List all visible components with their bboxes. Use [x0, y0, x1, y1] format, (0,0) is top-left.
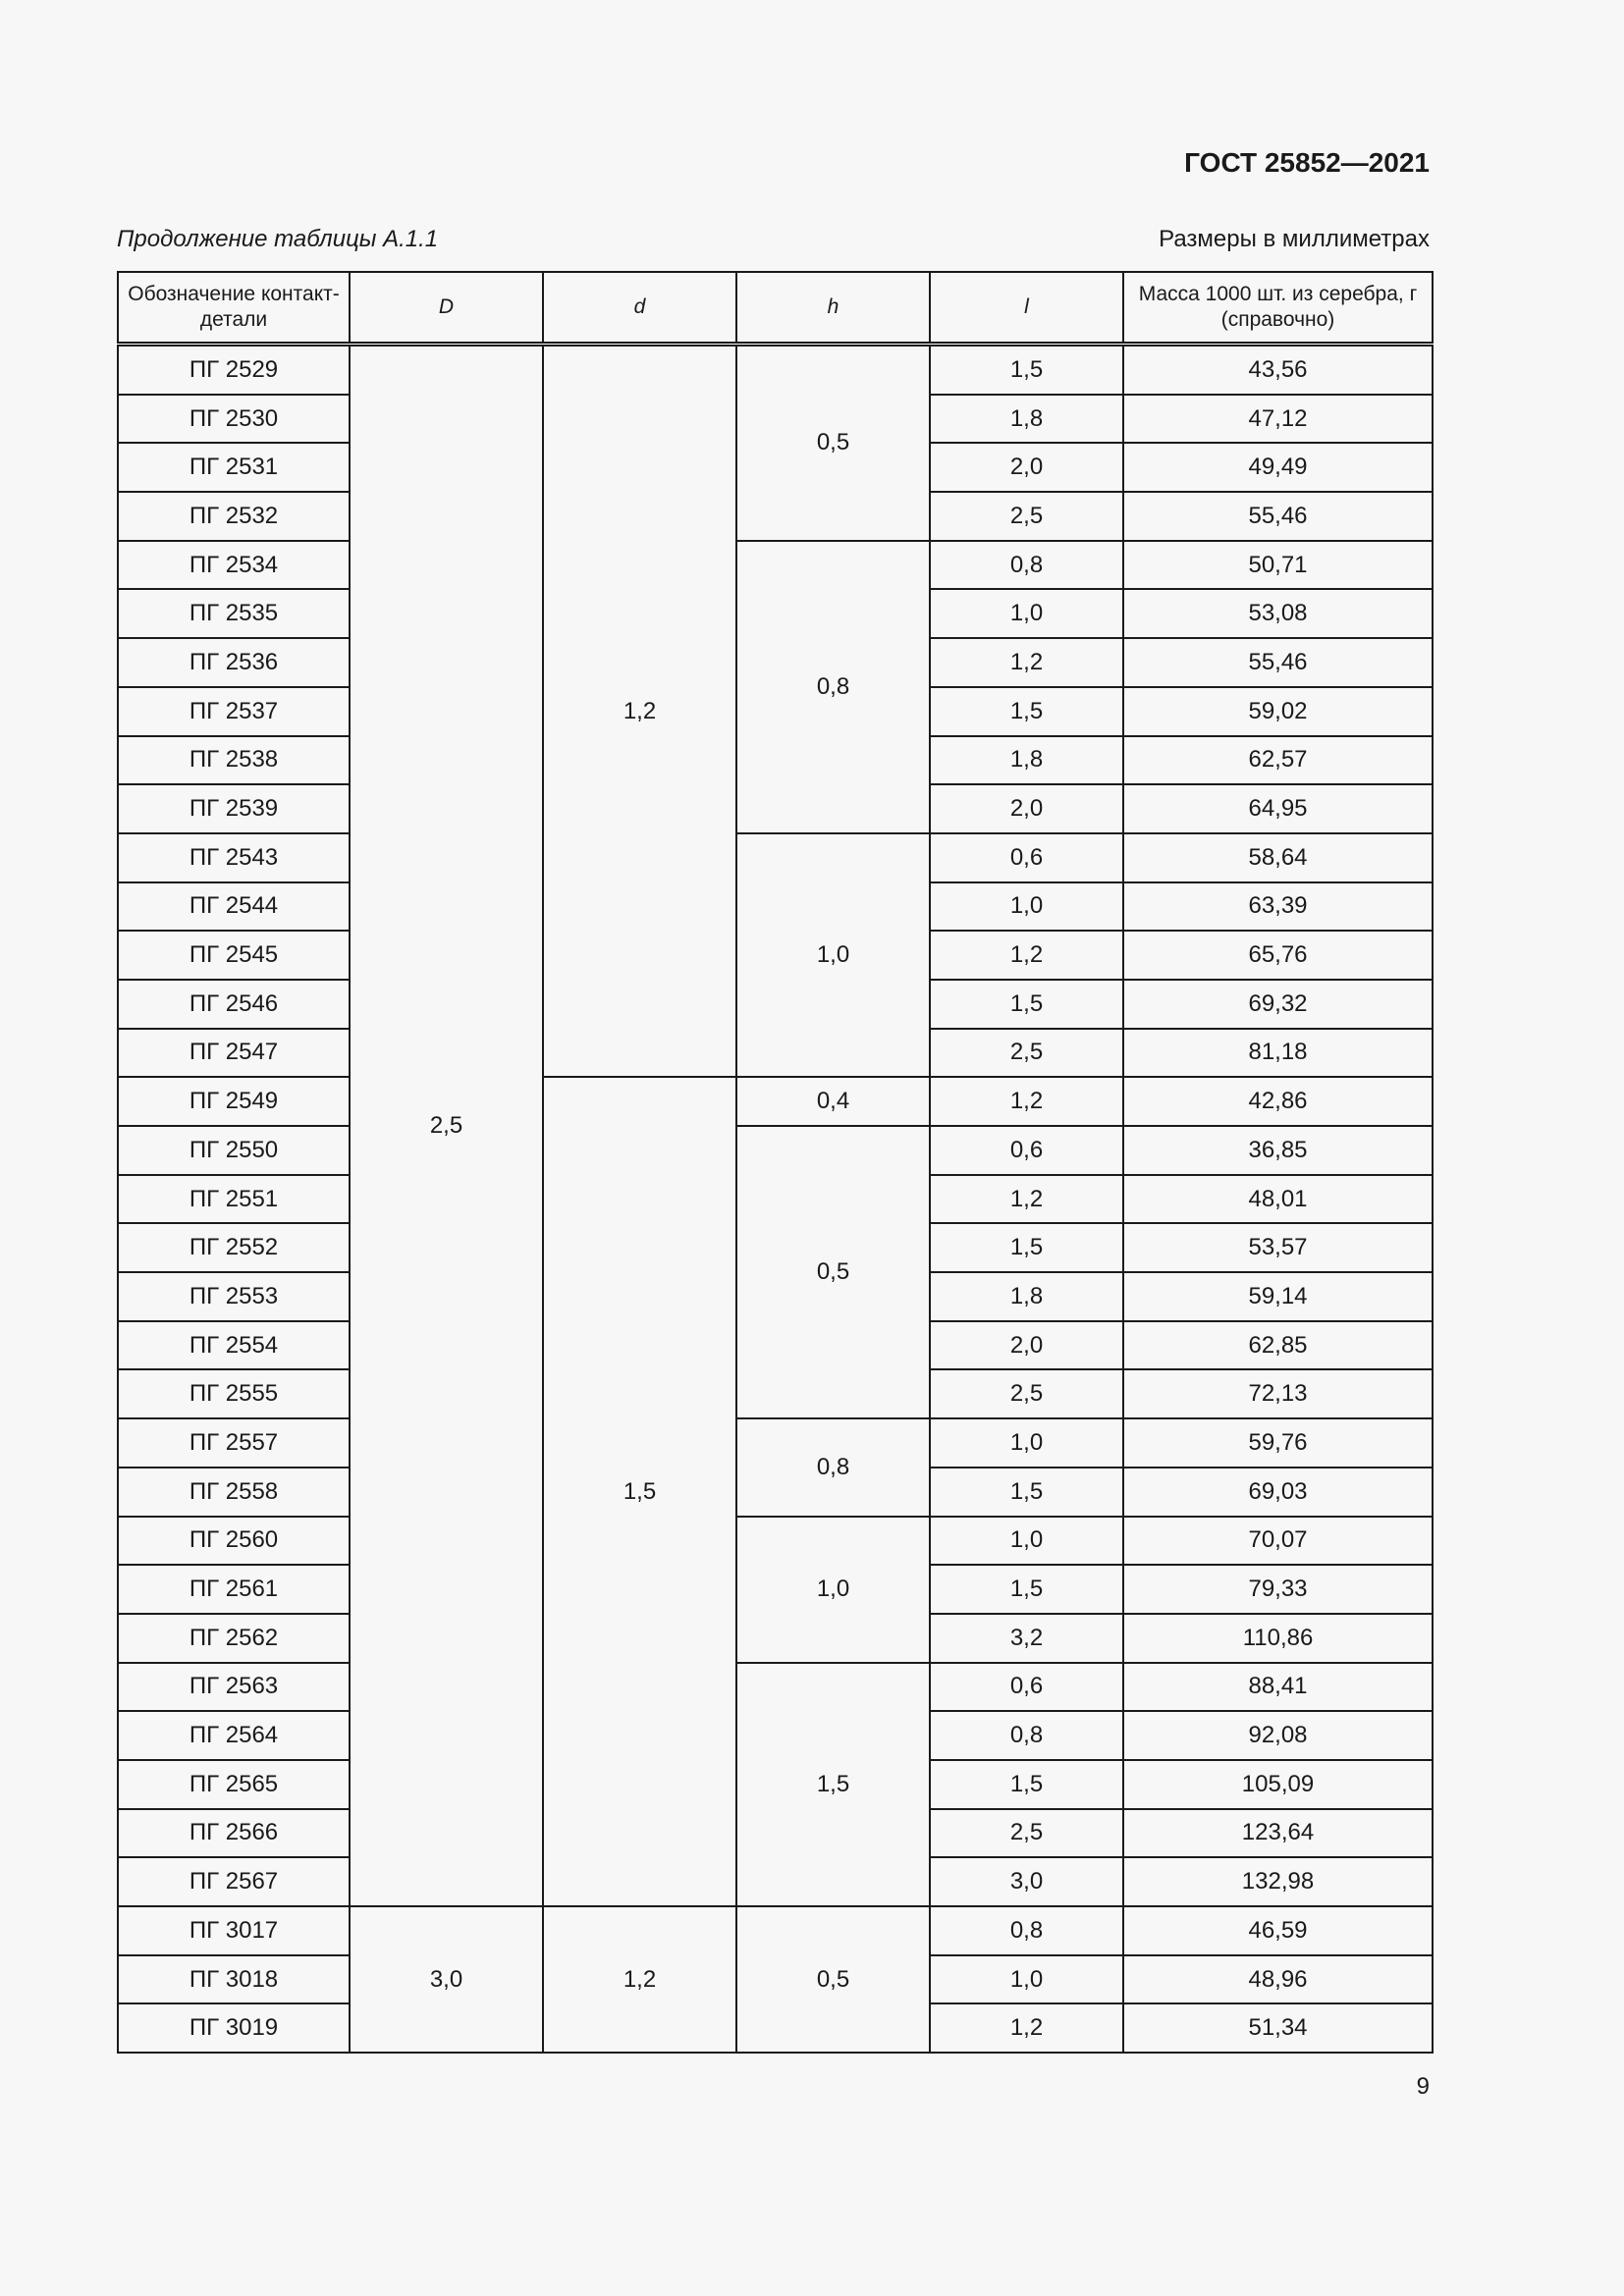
- h-cell: 1,0: [736, 833, 930, 1077]
- l-cell: 3,2: [930, 1614, 1123, 1663]
- designation-cell: ПГ 2543: [118, 833, 350, 882]
- designation-cell: ПГ 2553: [118, 1272, 350, 1321]
- d-cell: 1,5: [543, 1077, 736, 1906]
- mass-cell: 132,98: [1123, 1857, 1433, 1906]
- l-cell: 2,5: [930, 1809, 1123, 1858]
- l-cell: 2,5: [930, 1369, 1123, 1418]
- dimensions-table: [117, 271, 1434, 2054]
- designation-cell: ПГ 2535: [118, 589, 350, 638]
- header-l: l: [930, 272, 1123, 345]
- l-cell: 1,8: [930, 1272, 1123, 1321]
- l-cell: 0,6: [930, 833, 1123, 882]
- l-cell: 3,0: [930, 1857, 1123, 1906]
- designation-cell: ПГ 3019: [118, 2003, 350, 2053]
- l-cell: 2,5: [930, 1029, 1123, 1078]
- h-cell: 0,8: [736, 541, 930, 833]
- table-row: [118, 1126, 1433, 1175]
- d-cell: 1,2: [543, 345, 736, 1078]
- l-cell: 0,8: [930, 541, 1123, 590]
- l-cell: 2,0: [930, 784, 1123, 833]
- h-cell: 1,0: [736, 1517, 930, 1663]
- table-row: [118, 1663, 1433, 1712]
- l-cell: 1,8: [930, 395, 1123, 444]
- designation-cell: ПГ 2547: [118, 1029, 350, 1078]
- mass-cell: 58,64: [1123, 833, 1433, 882]
- designation-cell: ПГ 2531: [118, 443, 350, 492]
- mass-cell: 36,85: [1123, 1126, 1433, 1175]
- mass-cell: 65,76: [1123, 931, 1433, 980]
- designation-cell: ПГ 2551: [118, 1175, 350, 1224]
- designation-cell: ПГ 2545: [118, 931, 350, 980]
- designation-cell: ПГ 2561: [118, 1565, 350, 1614]
- designation-cell: ПГ 2552: [118, 1223, 350, 1272]
- designation-cell: ПГ 2555: [118, 1369, 350, 1418]
- mass-cell: 59,02: [1123, 687, 1433, 736]
- l-cell: 1,2: [930, 1077, 1123, 1126]
- h-cell: 0,5: [736, 1126, 930, 1418]
- l-cell: 1,5: [930, 1223, 1123, 1272]
- header-h: h: [736, 272, 930, 345]
- designation-cell: ПГ 2538: [118, 736, 350, 785]
- designation-cell: ПГ 3017: [118, 1906, 350, 1955]
- h-cell: 1,5: [736, 1663, 930, 1906]
- mass-cell: 62,85: [1123, 1321, 1433, 1370]
- designation-cell: ПГ 2565: [118, 1760, 350, 1809]
- document-code: ГОСТ 25852—2021: [1184, 147, 1430, 178]
- l-cell: 1,2: [930, 1175, 1123, 1224]
- l-cell: 2,5: [930, 492, 1123, 541]
- designation-cell: ПГ 2549: [118, 1077, 350, 1126]
- l-cell: 1,5: [930, 1565, 1123, 1614]
- mass-cell: 51,34: [1123, 2003, 1433, 2053]
- units-note: Размеры в миллиметрах: [1159, 226, 1430, 252]
- mass-cell: 59,14: [1123, 1272, 1433, 1321]
- mass-cell: 123,64: [1123, 1809, 1433, 1858]
- designation-cell: ПГ 2560: [118, 1517, 350, 1566]
- l-cell: 1,5: [930, 345, 1123, 395]
- d-cell: 1,2: [543, 1906, 736, 2053]
- header-D: D: [350, 272, 543, 345]
- l-cell: 2,0: [930, 1321, 1123, 1370]
- mass-cell: 53,08: [1123, 589, 1433, 638]
- table-row: [118, 345, 1433, 395]
- designation-cell: ПГ 2562: [118, 1614, 350, 1663]
- l-cell: 1,0: [930, 1955, 1123, 2004]
- designation-cell: ПГ 2557: [118, 1418, 350, 1468]
- designation-cell: ПГ 2534: [118, 541, 350, 590]
- mass-cell: 69,32: [1123, 980, 1433, 1029]
- table-row: [118, 541, 1433, 590]
- l-cell: 1,2: [930, 638, 1123, 687]
- mass-cell: 47,12: [1123, 395, 1433, 444]
- mass-cell: 92,08: [1123, 1711, 1433, 1760]
- mass-cell: 42,86: [1123, 1077, 1433, 1126]
- l-cell: 1,0: [930, 589, 1123, 638]
- mass-cell: 70,07: [1123, 1517, 1433, 1566]
- designation-cell: ПГ 2539: [118, 784, 350, 833]
- mass-cell: 88,41: [1123, 1663, 1433, 1712]
- designation-cell: ПГ 2563: [118, 1663, 350, 1712]
- mass-cell: 81,18: [1123, 1029, 1433, 1078]
- mass-cell: 53,57: [1123, 1223, 1433, 1272]
- h-cell: 0,8: [736, 1418, 930, 1516]
- h-cell: 0,5: [736, 1906, 930, 2053]
- mass-cell: 49,49: [1123, 443, 1433, 492]
- header-mass: Масса 1000 шт. из серебра, г (справочно): [1123, 272, 1433, 345]
- mass-cell: 46,59: [1123, 1906, 1433, 1955]
- designation-cell: ПГ 2564: [118, 1711, 350, 1760]
- l-cell: 1,2: [930, 931, 1123, 980]
- table-caption: Продолжение таблицы А.1.1: [117, 226, 439, 252]
- designation-cell: ПГ 2544: [118, 882, 350, 932]
- designation-cell: ПГ 2566: [118, 1809, 350, 1858]
- page-number: 9: [1416, 2073, 1430, 2100]
- mass-cell: 43,56: [1123, 345, 1433, 395]
- l-cell: 0,8: [930, 1906, 1123, 1955]
- h-cell: 0,4: [736, 1077, 930, 1126]
- l-cell: 1,5: [930, 687, 1123, 736]
- mass-cell: 69,03: [1123, 1468, 1433, 1517]
- mass-cell: 48,01: [1123, 1175, 1433, 1224]
- mass-cell: 72,13: [1123, 1369, 1433, 1418]
- mass-cell: 50,71: [1123, 541, 1433, 590]
- header-d: d: [543, 272, 736, 345]
- mass-cell: 79,33: [1123, 1565, 1433, 1614]
- designation-cell: ПГ 2536: [118, 638, 350, 687]
- table-header-row: [118, 272, 1433, 345]
- designation-cell: ПГ 2530: [118, 395, 350, 444]
- l-cell: 0,8: [930, 1711, 1123, 1760]
- designation-cell: ПГ 2537: [118, 687, 350, 736]
- mass-cell: 64,95: [1123, 784, 1433, 833]
- l-cell: 1,0: [930, 1418, 1123, 1468]
- designation-cell: ПГ 2558: [118, 1468, 350, 1517]
- l-cell: 1,0: [930, 882, 1123, 932]
- table-row: [118, 1517, 1433, 1566]
- header-designation: Обозначение контакт-детали: [118, 272, 350, 345]
- table-row: [118, 1906, 1433, 1955]
- l-cell: 1,5: [930, 1760, 1123, 1809]
- table-row: [118, 1077, 1433, 1126]
- designation-cell: ПГ 2546: [118, 980, 350, 1029]
- l-cell: 1,5: [930, 1468, 1123, 1517]
- designation-cell: ПГ 2567: [118, 1857, 350, 1906]
- mass-cell: 63,39: [1123, 882, 1433, 932]
- l-cell: 0,6: [930, 1663, 1123, 1712]
- D-cell: 2,5: [350, 345, 543, 1907]
- l-cell: 1,2: [930, 2003, 1123, 2053]
- l-cell: 2,0: [930, 443, 1123, 492]
- designation-cell: ПГ 3018: [118, 1955, 350, 2004]
- table-row: [118, 833, 1433, 882]
- designation-cell: ПГ 2529: [118, 345, 350, 395]
- l-cell: 1,5: [930, 980, 1123, 1029]
- mass-cell: 48,96: [1123, 1955, 1433, 2004]
- l-cell: 0,6: [930, 1126, 1123, 1175]
- mass-cell: 55,46: [1123, 492, 1433, 541]
- designation-cell: ПГ 2532: [118, 492, 350, 541]
- mass-cell: 59,76: [1123, 1418, 1433, 1468]
- designation-cell: ПГ 2554: [118, 1321, 350, 1370]
- l-cell: 1,8: [930, 736, 1123, 785]
- h-cell: 0,5: [736, 345, 930, 541]
- designation-cell: ПГ 2550: [118, 1126, 350, 1175]
- mass-cell: 110,86: [1123, 1614, 1433, 1663]
- mass-cell: 62,57: [1123, 736, 1433, 785]
- mass-cell: 105,09: [1123, 1760, 1433, 1809]
- l-cell: 1,0: [930, 1517, 1123, 1566]
- D-cell: 3,0: [350, 1906, 543, 2053]
- mass-cell: 55,46: [1123, 638, 1433, 687]
- table-row: [118, 1418, 1433, 1468]
